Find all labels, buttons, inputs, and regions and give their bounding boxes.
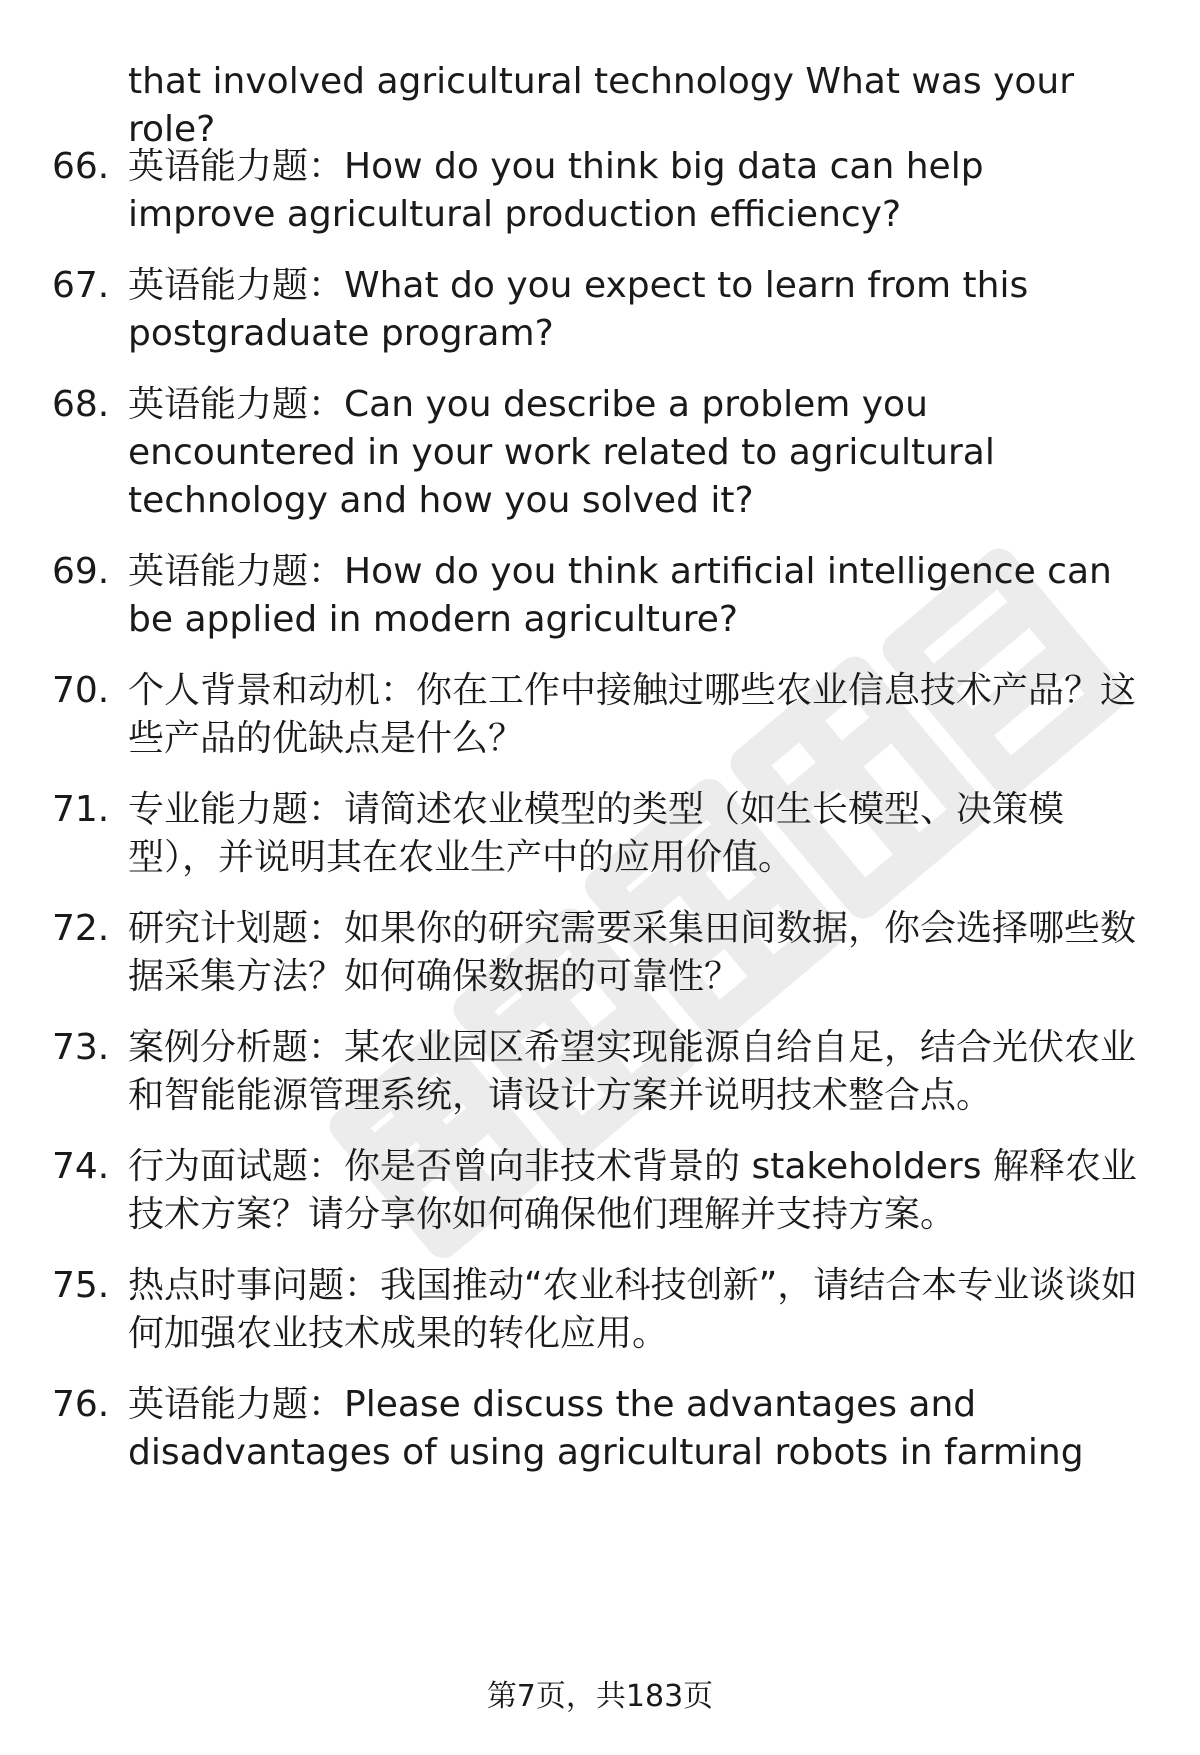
question-text: 热点时事问题：我国推动“农业科技创新”，请结合本专业谈谈如何加强农业技术成果的转化应用。 (128, 1265, 1138, 1354)
question-number: 74. (52, 1146, 110, 1187)
question-item (0, 1262, 1138, 1358)
question-text: 案例分析题：某农业园区希望实现能源自给自足，结合光伏农业和智能能源管理系统，请设计方案并说明技术整合点。 (128, 1027, 1137, 1116)
question-text: 个人背景和动机：你在工作中接触过哪些农业信息技术产品？这些产品的优缺点是什么？ (128, 670, 1137, 759)
question-number: 72. (52, 908, 110, 949)
question-text: 研究计划题：如果你的研究需要采集田间数据，你会选择哪些数据采集方法？如何确保数据的可靠性？ (128, 908, 1137, 997)
question-number: 76. (52, 1384, 110, 1425)
question-list (0, 143, 1200, 1477)
question-item (0, 786, 1138, 882)
question-item (0, 262, 1138, 358)
question-number: 68. (52, 384, 110, 425)
question-number: 69. (52, 551, 110, 592)
question-number: 70. (52, 670, 110, 711)
question-number: 71. (52, 789, 110, 830)
question-number: 73. (52, 1027, 110, 1068)
question-item (0, 381, 1138, 525)
question-number: 75. (52, 1265, 110, 1306)
question-text: 英语能力题：Please discuss the advantages and disadvantages of using agricultural robots in farming (128, 1384, 1084, 1473)
question-item (0, 1024, 1138, 1120)
question-number: 66. (52, 146, 110, 187)
page-number-footer: 第7页，共183页 (486, 1679, 714, 1714)
question-item (0, 1143, 1138, 1239)
question-item (0, 548, 1138, 644)
question-text: 英语能力题：Can you describe a problem you encountered in your work related to agricultural technology and how you solved it? (128, 384, 995, 521)
question-text: 英语能力题：What do you expect to learn from this postgraduate program? (128, 265, 1029, 354)
question-number: 67. (52, 265, 110, 306)
question-item (0, 1381, 1138, 1477)
question-text: 英语能力题：How do you think big data can help improve agricultural production efficiency? (128, 146, 984, 235)
question-text: 专业能力题：请简述农业模型的类型（如生长模型、决策模型），并说明其在农业生产中的应用价值。 (128, 789, 1065, 878)
question-item (0, 905, 1138, 1001)
question-item (0, 143, 1138, 239)
continued-question-text: that involved agricultural technology What was your role? (128, 61, 1075, 150)
question-text: 英语能力题：How do you think artificial intelligence can be applied in modern agriculture? (128, 551, 1112, 640)
question-item (0, 667, 1138, 763)
question-text: 行为面试题：你是否曾向非技术背景的 stakeholders 解释农业技术方案？请分享你如何确保他们理解并支持方案。 (128, 1146, 1137, 1235)
